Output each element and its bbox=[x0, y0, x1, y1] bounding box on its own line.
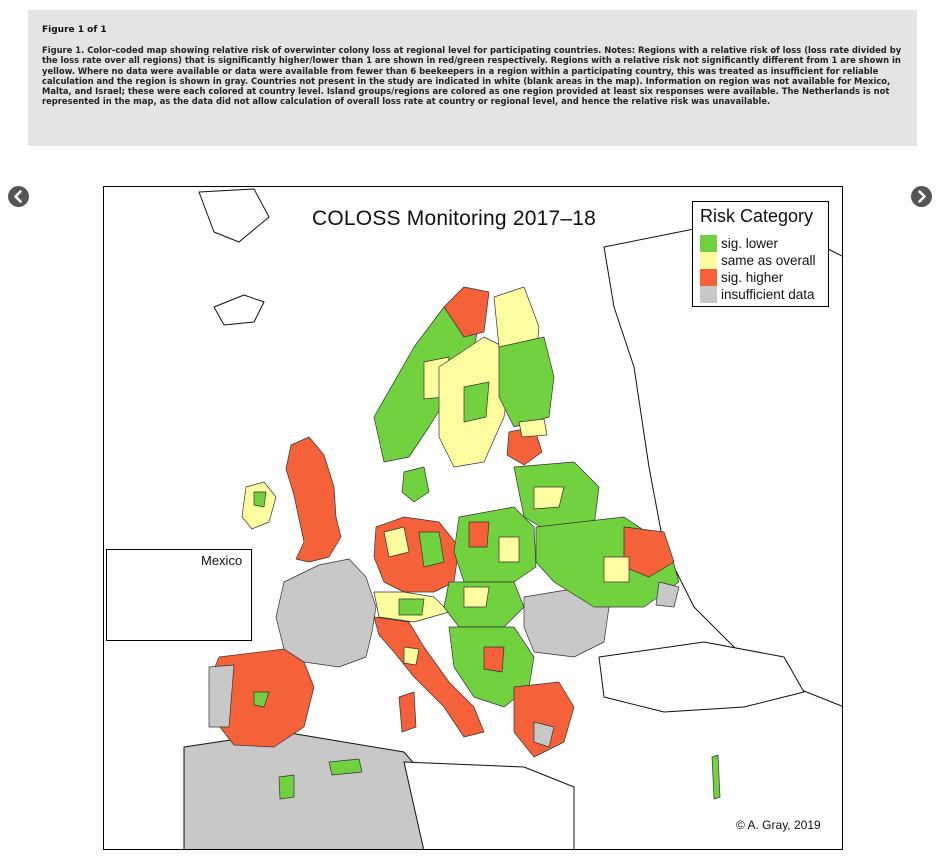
legend-title: Risk Category bbox=[700, 206, 814, 226]
legend-item-sig-higher bbox=[700, 269, 825, 286]
legend-label: same as overall bbox=[721, 253, 816, 268]
legend-swatch-sig-higher bbox=[700, 269, 717, 286]
inset-title: Mexico bbox=[201, 553, 243, 568]
mexico-inset bbox=[106, 549, 252, 641]
next-figure-button[interactable] bbox=[911, 186, 932, 207]
legend-item-sig-lower bbox=[700, 235, 825, 252]
risk-legend bbox=[692, 201, 829, 307]
previous-figure-button[interactable] bbox=[8, 186, 29, 207]
map-copyright: © A. Gray, 2019 bbox=[736, 818, 821, 832]
legend-item-insufficient-data bbox=[700, 286, 825, 303]
map-title: COLOSS Monitoring 2017–18 bbox=[312, 207, 596, 230]
legend-label: sig. lower bbox=[721, 236, 779, 251]
chevron-right-icon bbox=[911, 186, 932, 207]
legend-swatch-insufficient bbox=[700, 286, 717, 303]
figure-counter: Figure 1 of 1 bbox=[42, 25, 107, 35]
figure-caption-box bbox=[28, 10, 917, 146]
legend-item-same-as-overall bbox=[700, 252, 825, 269]
risk-map bbox=[103, 186, 843, 850]
chevron-left-icon bbox=[8, 186, 29, 207]
legend-swatch-same bbox=[700, 252, 717, 269]
legend-swatch-sig-lower bbox=[700, 235, 717, 252]
legend-label: sig. higher bbox=[721, 270, 784, 285]
legend-label: insufficient data bbox=[721, 287, 815, 302]
figure-caption: Figure 1. Color-coded map showing relative risk of overwinter colony loss at regional level for participating countries. Notes: Regions with a relative risk of loss (loss rate divided by the loss rate over all regions) that is significantly higher/lower than 1 are shown in red/green respectively. Regions with a relative risk not significantly different from 1 are shown in yellow. Where no data were available or data were available from fewer than 6 beekeepers in a region within a participating country, this was treated as insufficient for reliable calculation and the region is shown in gray. Countries not present in the study are indicated in white (blank areas in the map). Information on region was not available for Mexico, Malta, and Israel; these were each colored at country level. Island groups/regions are colored as one region provided at least six responses were available. The Netherlands is not represented in the map, as the data did not allow calculation of overall loss rate at country or regional level, and hence the relative risk was unavailable. bbox=[42, 45, 902, 107]
